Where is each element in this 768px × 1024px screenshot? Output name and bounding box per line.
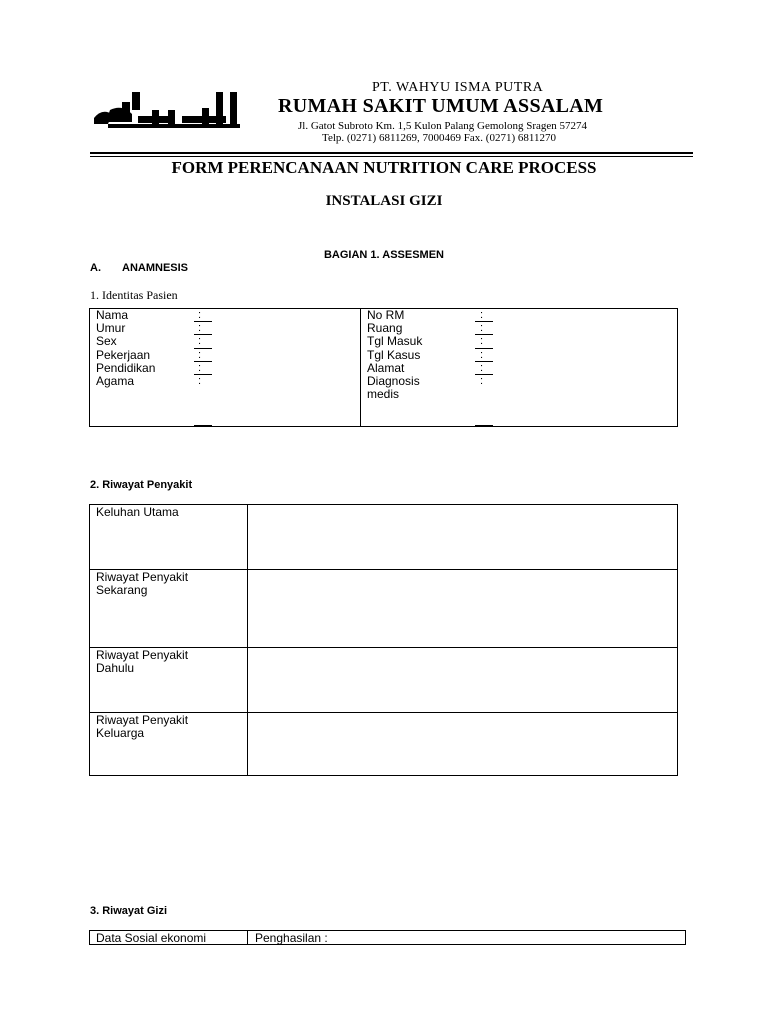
fill-line [194,334,212,335]
riwayat-penyakit-table [89,504,678,776]
colon: : [198,362,202,374]
riwayat-gizi-table [89,930,686,945]
hospital-address: Jl. Gatot Subroto Km. 1,5 Kulon Palang Gemolong Sragen 57274 [298,120,588,132]
colon: : [480,335,484,347]
hospital-contact: Telp. (0271) 6811269, 7000469 Fax. (0271) 6811270 [322,132,556,144]
fill-line [475,361,493,362]
company-name: PT. WAHYU ISMA PUTRA [372,80,544,95]
fill-line [475,374,493,375]
label-riwayat-keluarga: Riwayat Penyakit Keluarga [96,713,189,740]
label-pekerjaan: Pekerjaan [96,348,151,362]
form-subtitle: INSTALASI GIZI [325,193,443,209]
identitas-heading: 1. Identitas Pasien [90,288,178,302]
fill-line [194,425,212,426]
label-diagnosis-medis: Diagnosis medis [367,374,420,401]
section-a-title: ANAMNESIS [122,262,189,274]
colon: : [198,322,202,334]
hospital-name: RUMAH SAKIT UMUM ASSALAM [278,95,604,117]
column-divider [247,931,248,944]
label-penghasilan: Penghasilan : [255,931,328,945]
column-divider [247,505,248,775]
fill-line [194,348,212,349]
label-keluhan-utama: Keluhan Utama [96,505,179,519]
fill-line [475,348,493,349]
label-sex: Sex [96,334,117,348]
label-no-rm: No RM [367,308,405,322]
fill-line [194,374,212,375]
colon: : [480,375,484,387]
label-nama: Nama [96,308,129,322]
colon: : [198,309,202,321]
fill-line [475,321,493,322]
colon: : [480,362,484,374]
part-heading: BAGIAN 1. ASSESMEN [323,249,444,261]
label-tgl-kasus: Tgl Kasus [367,348,421,362]
label-riwayat-dahulu: Riwayat Penyakit Dahulu [96,648,189,675]
colon: : [198,335,202,347]
fill-line [475,334,493,335]
riwayat-penyakit-heading: 2. Riwayat Penyakit [90,479,193,491]
label-riwayat-sekarang: Riwayat Penyakit Sekarang [96,570,189,597]
label-alamat: Alamat [367,361,405,375]
label-ruang: Ruang [367,321,403,335]
fill-line [194,361,212,362]
label-umur: Umur [96,321,126,335]
label-tgl-masuk: Tgl Masuk [367,334,423,348]
riwayat-gizi-heading: 3. Riwayat Gizi [90,905,168,917]
colon: : [480,349,484,361]
label-sosial-ekonomi: Data Sosial ekonomi [96,931,207,945]
label-pendidikan: Pendidikan [96,361,156,375]
colon: : [480,322,484,334]
form-title: FORM PERENCANAAN NUTRITION CARE PROCESS [171,158,597,177]
colon: : [480,309,484,321]
hospital-logo [92,88,252,132]
identitas-table [89,308,678,427]
colon: : [198,375,202,387]
section-a-letter: A. [90,262,101,274]
fill-line [475,425,493,426]
letterhead-divider-thin [90,156,693,157]
label-agama: Agama [96,374,135,388]
letterhead-divider [90,152,693,154]
fill-line [194,321,212,322]
column-divider [360,309,361,426]
colon: : [198,349,202,361]
